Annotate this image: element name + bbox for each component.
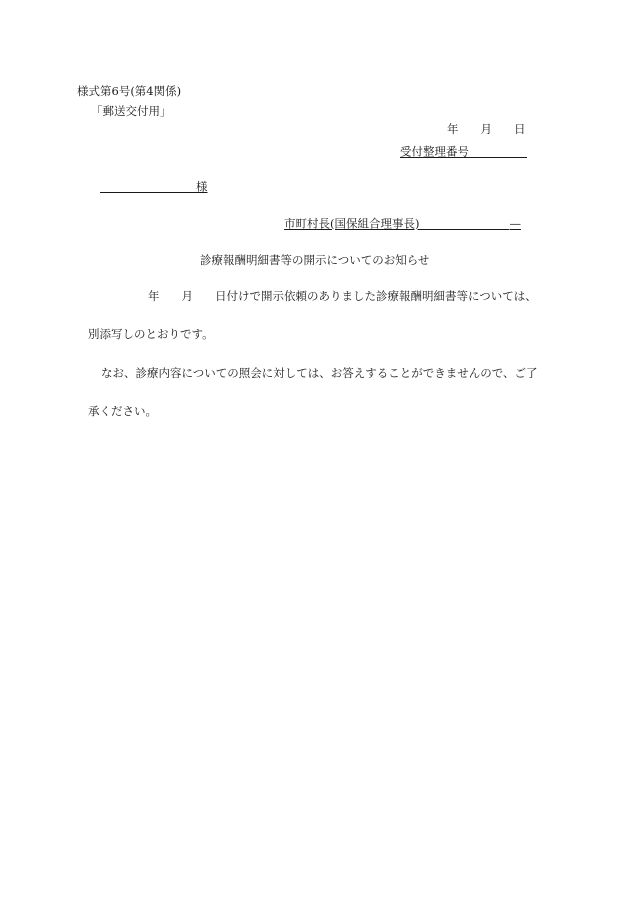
date-month-label: 月 [480,122,492,136]
receipt-number-row [400,145,527,158]
addressee-name-blank [100,180,196,193]
sender-title: 市町村長(国保組合理事長) [284,216,420,231]
date-day-label: 日 [514,122,526,136]
addressee-honorific: 様 [196,179,208,194]
document-title: 診療報酬明細書等の開示についてのお知らせ [200,253,430,267]
body-month-label: 月 [181,289,193,303]
date-year-label: 年 [447,122,459,136]
body-line-2: 別添写しのとおりです。 [88,327,214,341]
body-line-1 [148,291,537,303]
receipt-number-blank [469,145,527,158]
delivery-method-label: 「郵送交付用」 [91,104,172,118]
sender-dash: — [509,216,521,231]
date-row [447,124,526,136]
form-number: 様式第6号(第4関係) [77,84,182,98]
body-year-label: 年 [148,289,160,303]
sender-name-blank [419,217,509,230]
body-line-4: 承ください。 [88,404,157,418]
receipt-number-label: 受付整理番号 [400,144,469,159]
body-line-3: なお、診療内容についての照会に対しては、お答えすることができませんので、ご了 [101,366,538,380]
sender-row [284,217,521,230]
addressee-row [100,180,208,193]
body-line-1-text: 日付けで開示依頼のありました診療報酬明細書等については、 [215,289,537,303]
